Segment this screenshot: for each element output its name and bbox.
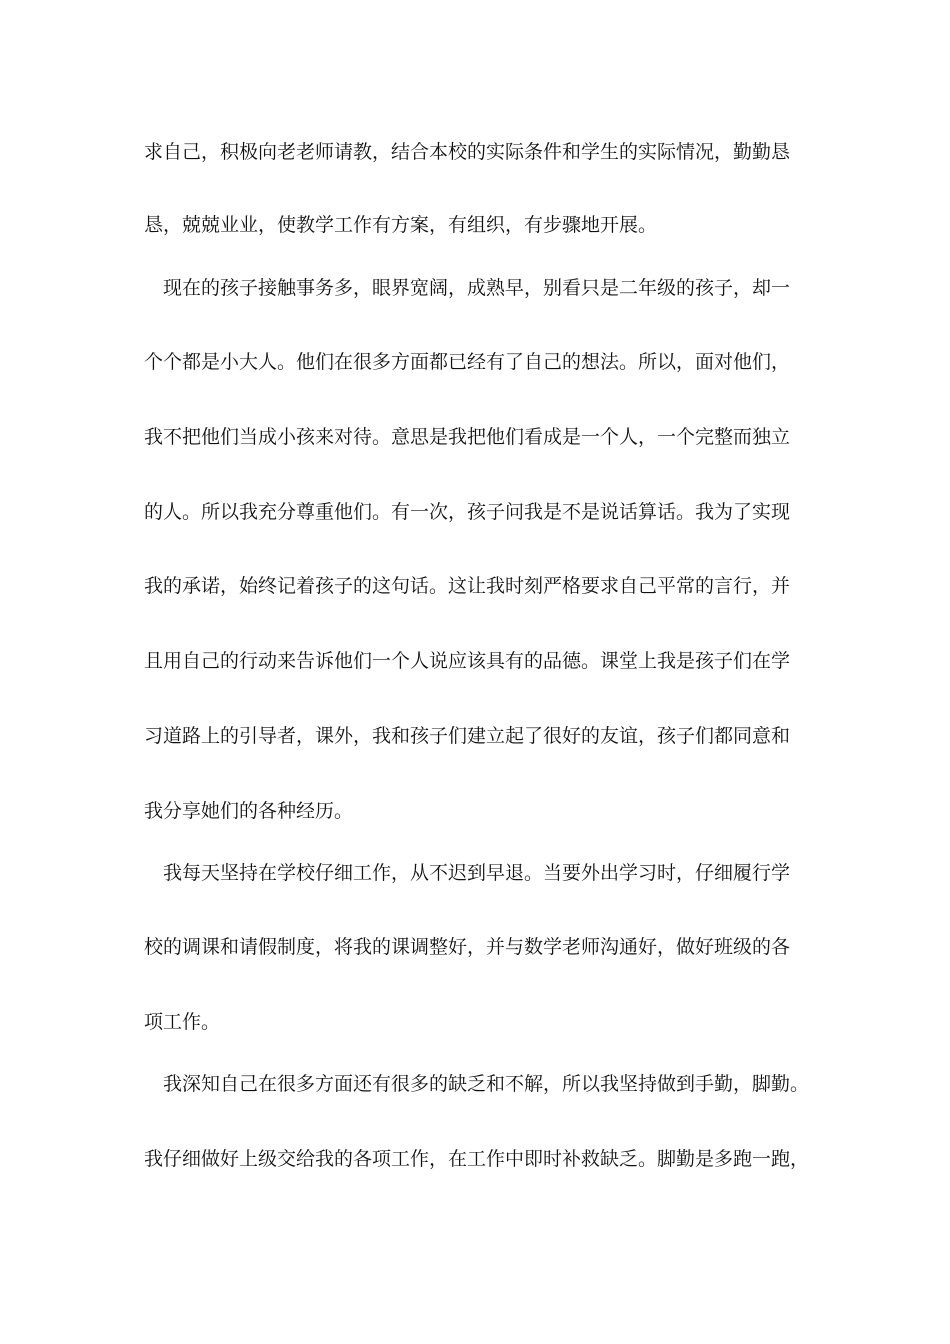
text-line-8: 且用自己的行动来告诉他们一个人说应该具有的品德。课堂上我是孩子们在学 <box>144 650 791 672</box>
text-line-1: 求自己，积极向老老师请教，结合本校的实际条件和学生的实际情况，勤勤恳 <box>144 141 791 163</box>
text-line-13: 项工作。 <box>144 1011 221 1033</box>
text-line-9: 习道路上的引导者，课外，我和孩子们建立起了很好的友谊，孩子们都同意和 <box>144 725 791 747</box>
text-line-15: 我仔细做好上级交给我的各项工作，在工作中即时补救缺乏。脚勤是多跑一跑， <box>144 1148 810 1170</box>
text-line-6: 的人。所以我充分尊重他们。有一次，孩子问我是不是说话算话。我为了实现 <box>144 501 791 523</box>
text-line-12: 校的调课和请假制度，将我的课调整好，并与数学老师沟通好，做好班级的各 <box>144 936 791 958</box>
text-line-14: 我深知自己在很多方面还有很多的缺乏和不解，所以我坚持做到手勤，脚勤。 <box>163 1073 810 1095</box>
text-line-3: 现在的孩子接触事务多，眼界宽阔，成熟早，别看只是二年级的孩子，却一 <box>163 277 791 299</box>
text-line-4: 个个都是小大人。他们在很多方面都已经有了自己的想法。所以，面对他们， <box>144 351 791 373</box>
text-line-11: 我每天坚持在学校仔细工作，从不迟到早退。当要外出学习时，仔细履行学 <box>163 862 791 884</box>
text-line-7: 我的承诺，始终记着孩子的这句话。这让我时刻严格要求自己平常的言行，并 <box>144 575 791 597</box>
text-line-5: 我不把他们当成小孩来对待。意思是我把他们看成是一个人，一个完整而独立 <box>144 426 791 448</box>
text-line-2: 恳，兢兢业业，使教学工作有方案，有组织，有步骤地开展。 <box>144 214 658 236</box>
text-line-10: 我分享她们的各种经历。 <box>144 800 354 822</box>
